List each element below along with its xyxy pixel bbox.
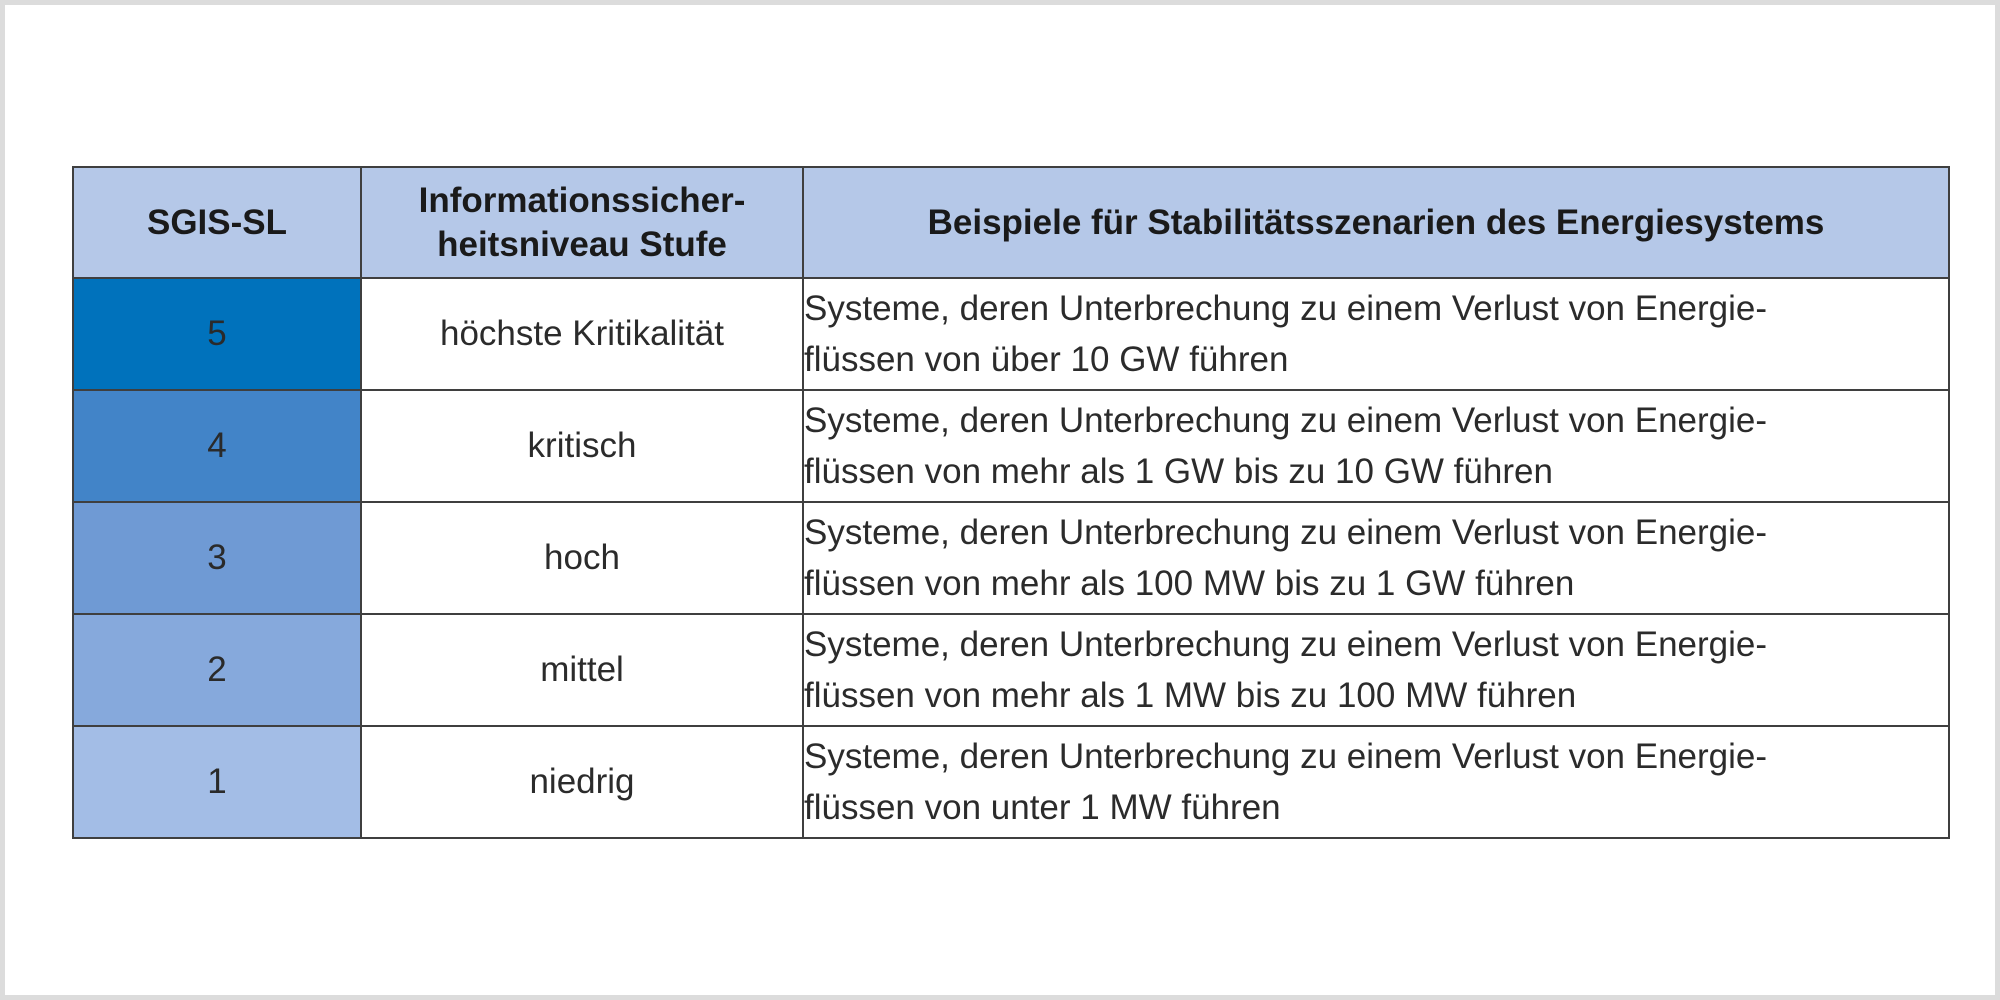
table-row	[73, 726, 1949, 838]
description-cell	[803, 390, 1949, 502]
level-cell: 3	[73, 502, 361, 614]
description-line: Systeme, deren Unterbrechung zu einem Verlust von Energie-	[804, 513, 1768, 552]
description-line: flüssen von mehr als 1 GW bis zu 10 GW führen	[804, 452, 1553, 491]
table-row	[73, 390, 1949, 502]
table-row	[73, 278, 1949, 390]
description-line: flüssen von über 10 GW führen	[804, 340, 1289, 379]
header-sgis-sl: SGIS-SL	[73, 167, 361, 278]
sgis-security-level-table	[72, 166, 1950, 839]
description-line: Systeme, deren Unterbrechung zu einem Verlust von Energie-	[804, 737, 1768, 776]
description-line: Systeme, deren Unterbrechung zu einem Verlust von Energie-	[804, 401, 1768, 440]
description-line: flüssen von mehr als 1 MW bis zu 100 MW führen	[804, 676, 1577, 715]
niveau-cell: niedrig	[361, 726, 803, 838]
description-line: flüssen von mehr als 100 MW bis zu 1 GW führen	[804, 564, 1575, 603]
table-header-row	[73, 167, 1949, 278]
description-cell	[803, 502, 1949, 614]
description-cell	[803, 614, 1949, 726]
description-line: Systeme, deren Unterbrechung zu einem Verlust von Energie-	[804, 289, 1768, 328]
level-cell: 5	[73, 278, 361, 390]
table-row	[73, 502, 1949, 614]
level-cell: 2	[73, 614, 361, 726]
description-cell	[803, 726, 1949, 838]
level-cell: 1	[73, 726, 361, 838]
header-beispiele: Beispiele für Stabilitätsszenarien des Energiesystems	[803, 167, 1949, 278]
niveau-cell: hoch	[361, 502, 803, 614]
header-niveau-line: heitsniveau Stufe	[437, 224, 727, 264]
niveau-cell: kritisch	[361, 390, 803, 502]
description-line: Systeme, deren Unterbrechung zu einem Verlust von Energie-	[804, 625, 1768, 664]
header-niveau-line: Informationssicher-	[418, 180, 746, 220]
description-line: flüssen von unter 1 MW führen	[804, 788, 1281, 827]
niveau-cell: höchste Kritikalität	[361, 278, 803, 390]
description-cell	[803, 278, 1949, 390]
level-cell: 4	[73, 390, 361, 502]
niveau-cell: mittel	[361, 614, 803, 726]
header-informationssicherheitsniveau	[361, 167, 803, 278]
table-row	[73, 614, 1949, 726]
